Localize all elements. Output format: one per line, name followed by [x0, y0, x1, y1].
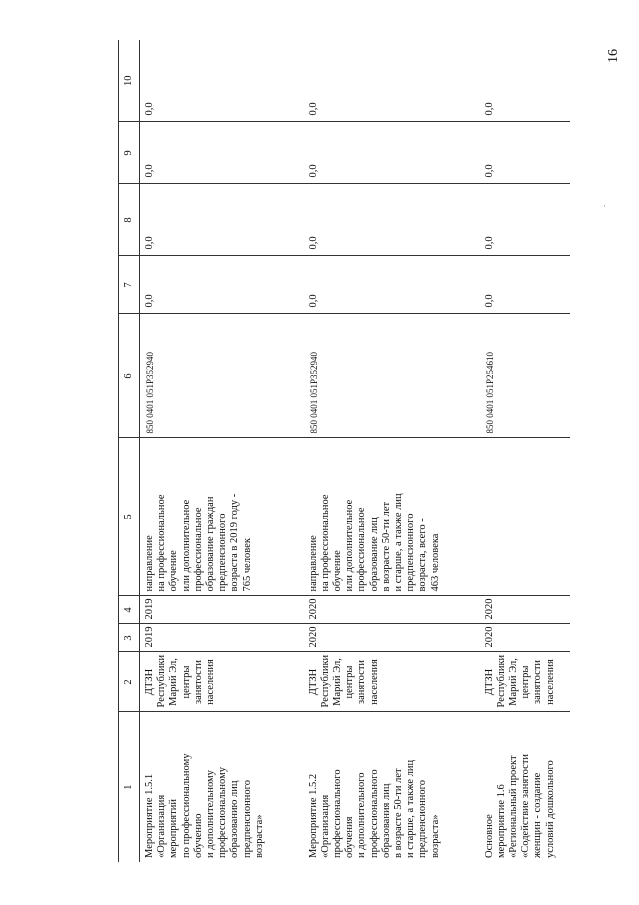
value-col-10: 0,0: [144, 102, 155, 116]
page-number: 16: [606, 49, 621, 63]
scan-mark: [604, 205, 605, 207]
responsible-executor: ДТЗН Республики Марий Эл, центры занятости населения: [483, 654, 556, 708]
activity-name: Мероприятие 1.5.2 «Организация профессионального обучения и дополнительного профессионального образования лиц в возрасте 50-ти лет и старше, а также лиц предпенсионного возраста»: [307, 759, 441, 858]
activities-table: [118, 40, 570, 862]
start-year: 2020: [483, 626, 495, 648]
value-col-8: 0,0: [144, 236, 155, 250]
expected-result: направление на профессиональное обучение или дополнительное профессиональное образование граждан предпенсионного возраста в 2019 году - 765 человек: [144, 493, 253, 592]
table-row: [480, 40, 571, 862]
value-col-7: 0,0: [483, 294, 495, 308]
col-header-7: 7: [119, 256, 140, 314]
value-col-10: 0,0: [307, 102, 319, 116]
responsible-executor: ДТЗН Республики Марий Эл, центры занятости населения: [307, 654, 380, 708]
value-col-8: 0,0: [307, 236, 319, 250]
value-col-7: 0,0: [307, 294, 319, 308]
start-year: 2020: [307, 626, 319, 648]
table-header-row: [119, 40, 140, 862]
value-col-9: 0,0: [483, 164, 495, 178]
value-col-9: 0,0: [144, 164, 155, 178]
end-year: 2019: [144, 598, 155, 620]
table-row: [304, 40, 480, 862]
col-header-2: 2: [119, 652, 140, 712]
col-header-6: 6: [119, 314, 140, 438]
rotated-table-container: [118, 40, 570, 862]
col-header-1: 1: [119, 712, 140, 862]
activity-name: Основное мероприятие 1.6 «Региональный проект «Содействие занятости женщин - создание условий дошкольного: [483, 753, 556, 858]
value-col-7: 0,0: [144, 294, 155, 308]
table-wrapper: [118, 40, 570, 862]
col-header-10: 10: [119, 40, 140, 122]
start-year: 2019: [144, 626, 155, 648]
col-header-5: 5: [119, 438, 140, 596]
budget-code: 850 0401 051P352940: [145, 351, 155, 434]
activity-name: Мероприятие 1.5.1 «Организация мероприятий по профессиональному обучению и дополнительному профессиональному образованию лиц предпенсионного возраста»: [144, 753, 265, 858]
col-header-3: 3: [119, 624, 140, 652]
value-col-9: 0,0: [307, 164, 319, 178]
budget-code: 850 0401 051P352940: [308, 351, 319, 434]
expected-result: направление на профессиональное обучение или дополнительное профессиональное образование лиц в возрасте 50-ти лет и старше, а также лиц предпенсионного возраста, всего - 463 человека: [307, 493, 441, 592]
value-col-10: 0,0: [483, 102, 495, 116]
value-col-8: 0,0: [483, 236, 495, 250]
col-header-8: 8: [119, 184, 140, 256]
table-row: [140, 40, 304, 862]
budget-code: 850 0401 051P254610: [484, 351, 495, 434]
responsible-executor: ДТЗН Республики Марий Эл, центры занятости населения: [144, 654, 217, 708]
col-header-9: 9: [119, 122, 140, 184]
end-year: 2020: [483, 598, 495, 620]
end-year: 2020: [307, 598, 319, 620]
col-header-4: 4: [119, 596, 140, 624]
